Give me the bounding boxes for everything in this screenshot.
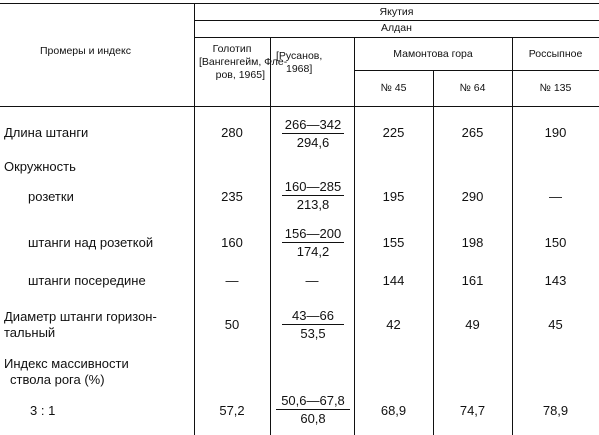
- specimen-45-value: 195: [382, 189, 405, 204]
- specimen-135-value: 78,9: [542, 403, 569, 418]
- specimen-64-value: 198: [461, 235, 484, 250]
- region-heading: Якутия: [379, 6, 414, 18]
- specimen-45-value: 42: [386, 317, 401, 332]
- specimen-45-value: 68,9: [380, 403, 407, 418]
- rusanov-value: —: [305, 273, 319, 288]
- specimen-64-heading: № 64: [459, 82, 486, 94]
- specimen-135-value: 45: [548, 317, 563, 332]
- col-divider-1: [194, 3, 195, 435]
- row-label: Длина штанги: [4, 125, 89, 140]
- holotype-value: 235: [221, 189, 243, 204]
- rusanov-range-value: $\frac{50,6—67,8}{60,8}$: [276, 393, 350, 426]
- rusanov-range-value: $\frac{43—66}{53,5}$: [282, 308, 344, 341]
- specimen-135-value: —: [549, 189, 562, 204]
- rusanov-range-value: $\frac{266—342}{294,6}$: [282, 117, 344, 150]
- row-label: Диаметр штанги горизон- тальный: [4, 309, 157, 340]
- rossypnoe-heading: Россыпное: [528, 48, 583, 60]
- holotype-heading: Голотип [Вангенгейм, Фле- ров, 1965]: [199, 43, 288, 81]
- rusanov-range-value: $\frac{156—200}{174,2}$: [282, 226, 344, 259]
- rule-top: [0, 3, 599, 4]
- specimen-64-value: 74,7: [459, 403, 486, 418]
- holotype-value: 57,2: [219, 403, 245, 418]
- row-label: Индекс массивности ствола рога (%): [4, 356, 129, 387]
- specimen-135-value: 143: [544, 273, 567, 288]
- row-label: штанги посередине: [28, 273, 146, 288]
- rule-under-subregion: [194, 37, 599, 38]
- row-label: 3 : 1: [30, 403, 56, 418]
- specimen-64-value: 49: [465, 317, 480, 332]
- mamontova-heading: Мамонтова гора: [393, 48, 473, 60]
- specimen-45-heading: № 45: [380, 82, 407, 94]
- specimen-135-value: 190: [544, 125, 567, 140]
- row-label: розетки: [28, 189, 74, 204]
- rule-under-locality: [354, 70, 599, 71]
- specimen-64-value: 290: [461, 189, 484, 204]
- column-label: Промеры и индекс: [40, 45, 131, 57]
- rusanov-range-value: $\frac{160—285}{213,8}$: [282, 179, 344, 212]
- specimen-64-value: 265: [461, 125, 484, 140]
- row-label: штанги над розеткой: [28, 235, 154, 250]
- specimen-45-value: 155: [382, 235, 405, 250]
- subregion-heading: Алдан: [381, 22, 412, 34]
- specimen-135-heading: № 135: [539, 82, 572, 94]
- holotype-value: 160: [221, 235, 243, 250]
- holotype-value: —: [225, 273, 239, 288]
- holotype-value: 280: [221, 125, 243, 140]
- row-label: Окружность: [4, 159, 76, 174]
- rule-header-bottom: [0, 106, 599, 107]
- specimen-64-value: 161: [461, 273, 484, 288]
- specimen-45-value: 225: [382, 125, 405, 140]
- col-divider-2: [270, 37, 271, 435]
- specimen-45-value: 144: [382, 273, 405, 288]
- holotype-value: 50: [224, 317, 240, 332]
- rusanov-heading: [Русанов, 1968]: [276, 50, 323, 75]
- specimen-135-value: 150: [544, 235, 567, 250]
